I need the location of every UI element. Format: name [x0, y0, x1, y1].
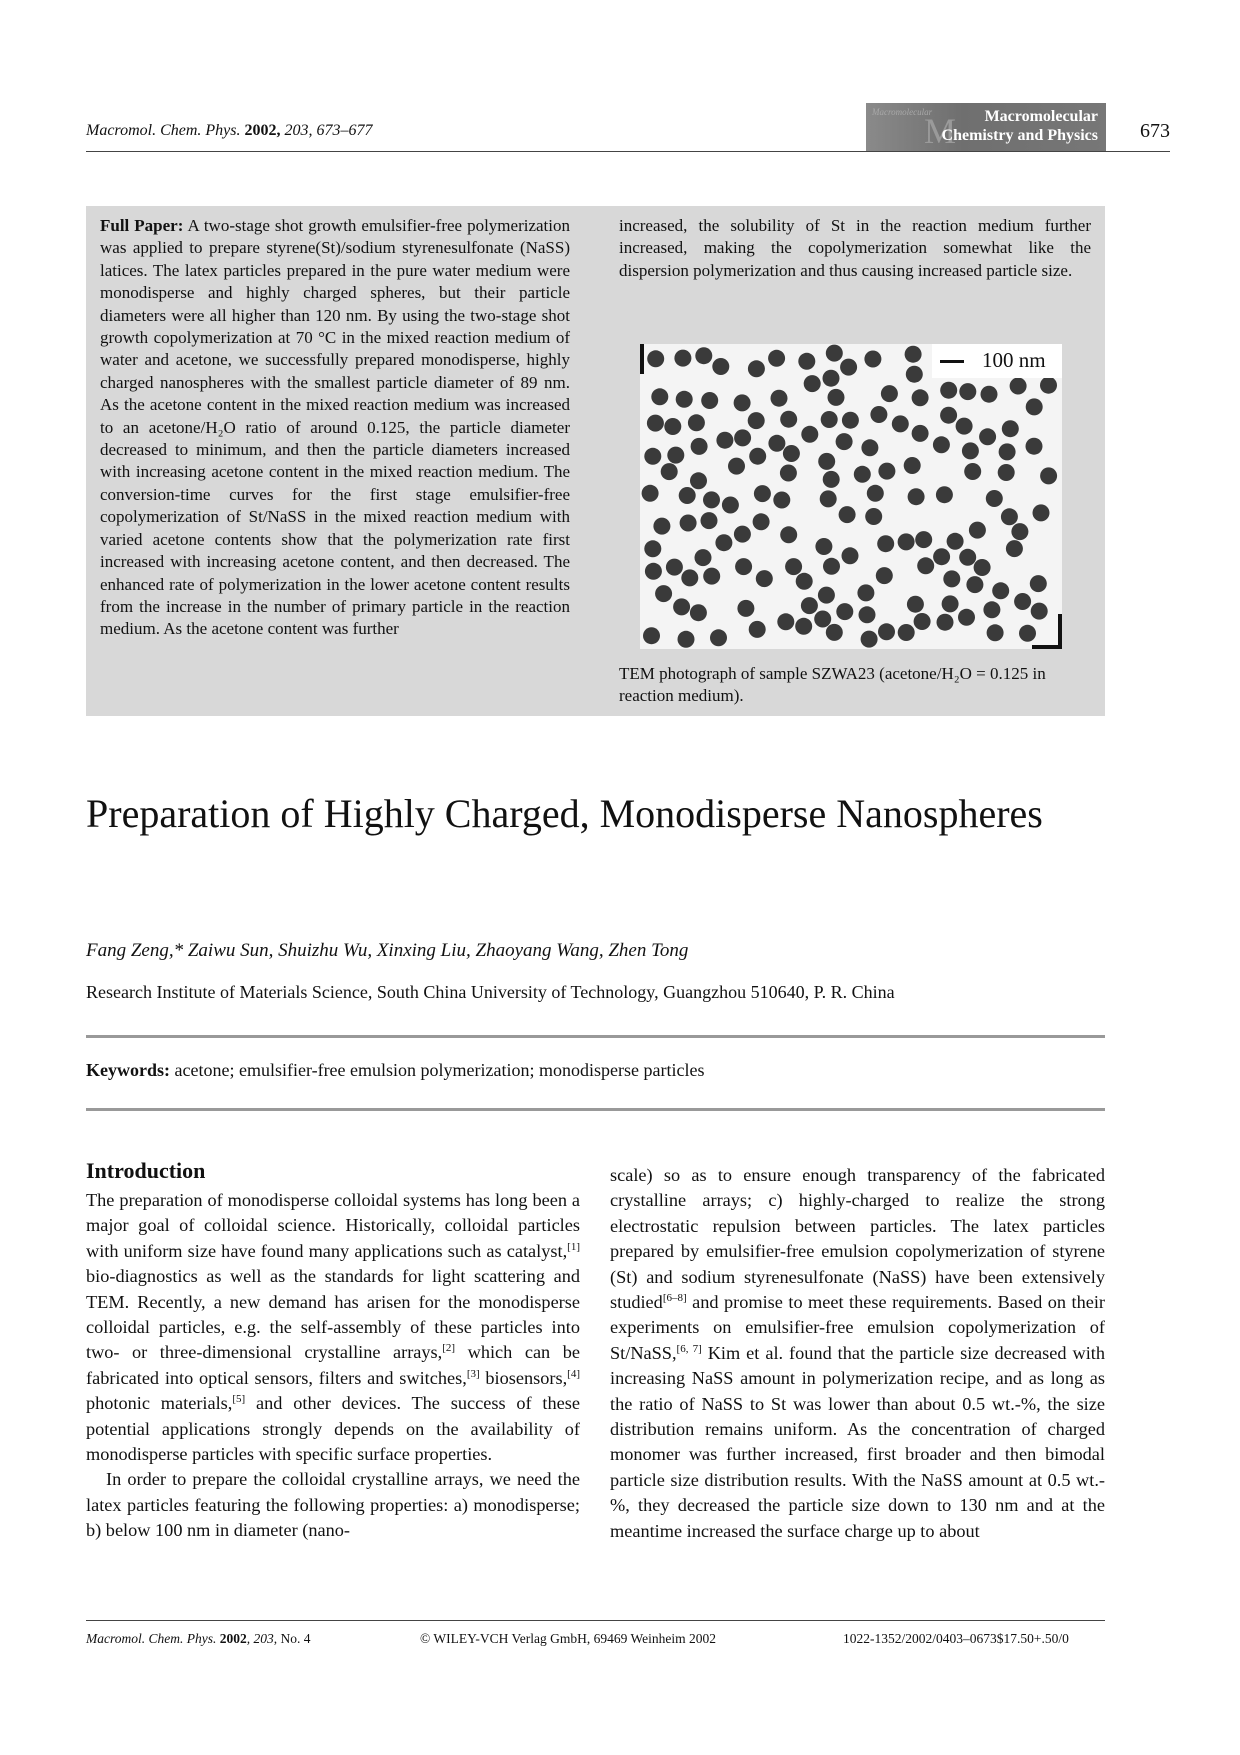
tem-photograph [640, 344, 1062, 649]
particle [716, 432, 733, 449]
particle [655, 585, 672, 602]
intro-p1-f: and other devices. The success of these potential applications strongly depends on the availability of monodisperse particles with specific surface properties. [86, 1393, 580, 1465]
particle [983, 601, 1000, 618]
particle [749, 621, 766, 638]
authors: Fang Zeng,* Zaiwu Sun, Shuizhu Wu, Xinxing Liu, Zhaoyang Wang, Zhen Tong [86, 940, 689, 961]
keywords-label: Keywords: [86, 1060, 170, 1080]
particle [842, 412, 859, 429]
particle [818, 587, 835, 604]
journal-pages: 673–677 [316, 122, 373, 139]
particle [768, 350, 785, 367]
particle [907, 596, 924, 613]
intro-p1-e: photonic materials, [86, 1393, 233, 1414]
particle [780, 411, 797, 428]
journal-name: Macromol. Chem. Phys. [86, 122, 241, 139]
particle [1019, 625, 1036, 642]
particle [749, 448, 766, 465]
particle [865, 508, 882, 525]
scale-bar-box [932, 344, 1062, 378]
particle [823, 370, 840, 387]
footer-volume: 203 [253, 1631, 274, 1646]
intro-right-c: Kim et al. found that the particle size decreased with increasing NaSS amount in polymerization recipe, and as long as the ratio of NaSS to St was lower than about 0.5 wt.-%, the size distribution remains uniform. As the concentration of charged monomer was further increased, first broader and then bimodal particle size distribution results. With the NaSS amount at 0.5 wt.-%, they decreased the particle size down to 130 nm and at the meantime increased the surface charge up to about [610, 1342, 1106, 1541]
particle [942, 595, 959, 612]
particle [666, 559, 683, 576]
journal-volume: 203, [284, 122, 313, 139]
particle [748, 360, 765, 377]
tem-frame-mark [1032, 645, 1062, 649]
keywords [86, 1060, 704, 1081]
particle [892, 415, 909, 432]
particle [959, 549, 976, 566]
particle [796, 573, 813, 590]
particle [840, 359, 857, 376]
particle [823, 558, 840, 575]
affiliation: Research Institute of Materials Science, South China University of Technology, Guangzhou 510640, P. R. China [86, 982, 895, 1002]
particle [735, 558, 752, 575]
particle [722, 497, 739, 514]
particle [870, 406, 887, 423]
ref-1: [1] [567, 1240, 580, 1253]
particle [676, 391, 693, 408]
intro-right-a: scale) so as to ensure enough transparency of the fabricated crystalline arrays; c) highly-charged to realize the strong electrostatic repulsion between particles. The latex particles prepared by emulsifier-free emulsion copolymerization of styrene (St) and sodium styrenesulfonate (NaSS) have been extensively studied [610, 1165, 1105, 1313]
particle [943, 570, 960, 587]
particle [969, 522, 986, 539]
particle [937, 614, 954, 631]
particle [906, 366, 923, 383]
particle [798, 353, 815, 370]
particle [940, 407, 957, 424]
particle [756, 570, 773, 587]
particle [876, 567, 893, 584]
tem-particles [640, 344, 1062, 649]
particle [940, 382, 957, 399]
particle [701, 512, 718, 529]
particle [690, 604, 707, 621]
particle [1031, 603, 1048, 620]
footer-citation: Macromol. Chem. Phys. 2002, 203, No. 4 [86, 1631, 311, 1646]
paper-title: Preparation of Highly Charged, Monodisperse Nanospheres [86, 791, 1043, 836]
logo-m-mark: M [924, 111, 957, 151]
logo-watermark-text: Macromolecular [872, 107, 933, 117]
particle [820, 490, 837, 507]
particle [881, 385, 898, 402]
particle [966, 576, 983, 593]
abstract-right-column: increased, the solubility of St in the reaction medium further increased, making the copolymerization somewhat like the dispersion polymerization and thus causing increased particle size. [619, 216, 1091, 280]
particle [801, 597, 818, 614]
particle [878, 463, 895, 480]
particle [917, 557, 934, 574]
logo-line-1: Macromolecular [984, 108, 1098, 125]
particle [773, 492, 790, 509]
particle [691, 438, 708, 455]
keywords-text: acetone; emulsifier-free emulsion polymerization; monodisperse particles [174, 1060, 705, 1080]
ref-2: [2] [442, 1342, 456, 1355]
particle [905, 346, 922, 363]
particle [690, 472, 707, 489]
footer-year: 2002 [219, 1631, 247, 1646]
footer-publisher: © WILEY-VCH Verlag GmbH, 69469 Weinheim 2002 [420, 1631, 717, 1646]
particle [912, 425, 929, 442]
intro-p1-c: which can be fabricated into optical sensors, filters and switches, [86, 1342, 580, 1388]
particle [777, 613, 794, 630]
particle [947, 533, 964, 550]
particle [754, 485, 771, 502]
particle [728, 458, 745, 475]
page-number: 673 [1140, 120, 1170, 142]
particle [818, 453, 835, 470]
ref-3: [3] [466, 1367, 480, 1380]
particle [861, 631, 878, 648]
particle [661, 463, 678, 480]
particle [979, 428, 996, 445]
particle [643, 627, 660, 644]
intro-p1-d: biosensors, [479, 1367, 568, 1388]
particle [836, 603, 853, 620]
particle [936, 486, 953, 503]
particle [878, 623, 895, 640]
particle [647, 350, 664, 367]
particle [877, 535, 894, 552]
particle [864, 351, 881, 368]
particle [815, 538, 832, 555]
intro-p1-a: The preparation of monodisperse colloidal systems has long been a major goal of colloidal science. Historically, colloidal particles with uniform size have found many applications such as catalyst, [86, 1190, 580, 1261]
particle [958, 609, 975, 626]
particle [674, 350, 691, 367]
particle [915, 531, 932, 548]
particle [653, 518, 670, 535]
particle [959, 383, 976, 400]
particle [678, 631, 695, 648]
particle [1001, 508, 1018, 525]
particle [780, 465, 797, 482]
particle [801, 426, 818, 443]
particle [956, 418, 973, 435]
particle [712, 358, 729, 375]
intro-p2: In order to prepare the colloidal crystalline arrays, we need the latex particles featuring the following properties: a) monodisperse; b) below 100 nm in diameter (nano- [86, 1469, 580, 1541]
ref-6-8: [6–8] [662, 1291, 687, 1304]
particle [986, 490, 1003, 507]
particle [771, 390, 788, 407]
particle [1002, 420, 1019, 437]
particle [1033, 504, 1050, 521]
particle [821, 411, 838, 428]
particle [715, 534, 732, 551]
particle [737, 600, 754, 617]
particle [898, 624, 915, 641]
intro-right-column [610, 1163, 1105, 1544]
particle [673, 598, 690, 615]
particle [933, 436, 950, 453]
particle [992, 582, 1009, 599]
particle [826, 345, 843, 362]
particle [854, 466, 871, 483]
particle [753, 513, 770, 530]
particle [1026, 438, 1043, 455]
particle [703, 491, 720, 508]
particle [664, 418, 681, 435]
particle [908, 488, 925, 505]
particle [651, 388, 668, 405]
footer-rule [86, 1620, 1105, 1621]
particle [795, 618, 812, 635]
particle [642, 485, 659, 502]
particle [987, 624, 1004, 641]
particle [1040, 377, 1057, 394]
particle [859, 606, 876, 623]
particle [703, 568, 720, 585]
header-rule [86, 151, 1170, 152]
particle [814, 611, 831, 628]
particle [681, 569, 698, 586]
particle [804, 375, 821, 392]
particle [1030, 575, 1047, 592]
particle [680, 515, 697, 532]
particle [734, 526, 751, 543]
intro-left-column [86, 1188, 580, 1544]
particle [861, 439, 878, 456]
particle [912, 389, 929, 406]
particle [695, 549, 712, 566]
figure-caption: TEM photograph of sample SZWA23 (acetone/H₂O = 0.125 in reaction medium). [619, 664, 1046, 705]
ref-6-7: [6, 7] [676, 1342, 702, 1355]
particle [823, 471, 840, 488]
particle [667, 447, 684, 464]
footer-journal: Macromol. Chem. Phys. [86, 1631, 217, 1646]
particle [688, 414, 705, 431]
particle [974, 559, 991, 576]
particle [904, 457, 921, 474]
particle [964, 463, 981, 480]
particle [645, 563, 662, 580]
journal-year: 2002, [244, 122, 281, 139]
particle [748, 412, 765, 429]
particle [962, 442, 979, 459]
particle [981, 386, 998, 403]
abstract-text-left: A two-stage shot growth emulsifier-free polymerization was applied to prepare styrene(St)/sodium styrenesulfonate (NaSS) latices. The latex particles prepared in the pure water medium were monodisperse and highly charged spheres, but their particle diameters were all higher than 120 nm. By using the two-stage shot growth copolymerization at 70 °C in the mixed reaction medium of water and acetone, we successfully prepared monodisperse, highly charged nanospheres with the smallest particle diameter of 89 nm. As the acetone content in the mixed reaction medium was increased to an acetone/H₂O ratio of around 0.125, the particle diameter decreased to minimum, and then the particle diameters increased with increasing acetone content in the mixed reaction medium. The conversion-time curves for the first stage emulsifier-free copolymerization of St/NaSS in the mixed reaction medium with varied acetone contents show that the polymerization rate first increased with increasing acetone content, and then decreased. The enhanced rate of polymerization in the lower acetone content results from the increase in the number of primary particle in the reaction medium. As the acetone content was further [100, 216, 571, 639]
particle [1006, 540, 1023, 557]
intro-p1-b: bio-diagnostics as well as the standards for light scattering and TEM. Recently, a new demand has arisen for the monodisperse colloidal particles, e.g. the self-assembly of these particles into two- or three-dimensional crystalline arrays, [86, 1266, 580, 1363]
particle [734, 394, 751, 411]
particle [933, 548, 950, 565]
particle [826, 624, 843, 641]
footer-code: 1022-1352/2002/0403–0673$17.50+.50/0 [843, 1631, 1069, 1646]
particle [998, 464, 1015, 481]
ref-4: [4] [567, 1367, 580, 1380]
particle [647, 415, 664, 432]
particle [867, 485, 884, 502]
scale-bar [940, 360, 964, 363]
particle [768, 435, 785, 452]
tem-frame-mark [1058, 614, 1062, 649]
journal-logo [866, 103, 1106, 151]
particle [914, 613, 931, 630]
running-header-citation [86, 122, 373, 140]
particle [734, 429, 751, 446]
particle [1011, 523, 1028, 540]
tem-frame-mark [640, 344, 644, 374]
particle [1014, 593, 1031, 610]
particle [644, 448, 661, 465]
particle [783, 445, 800, 462]
particle [679, 487, 696, 504]
logo-line-2: Chemistry and Physics [941, 127, 1098, 144]
particle [898, 533, 915, 550]
particle [828, 389, 845, 406]
particle [1010, 378, 1027, 395]
particle [1026, 398, 1043, 415]
particle [839, 506, 856, 523]
particle [701, 392, 718, 409]
section-heading-introduction: Introduction [86, 1158, 206, 1183]
intro-right-b: and promise to meet these requirements. Based on their experiments on emulsifier-free emulsion copolymerization of St/NaSS, [610, 1292, 1105, 1363]
abstract-label: Full Paper: [100, 216, 184, 235]
abstract-left-column [100, 215, 570, 641]
particle [785, 558, 802, 575]
ref-5: [5] [232, 1393, 246, 1406]
footer-issue: , No. 4 [273, 1631, 311, 1646]
particle [1040, 467, 1057, 484]
particle [836, 433, 853, 450]
particle [644, 540, 661, 557]
particle [857, 584, 874, 601]
keywords-rule-bottom [86, 1108, 1105, 1111]
keywords-rule-top [86, 1035, 1105, 1038]
particle [842, 547, 859, 564]
particle [695, 347, 712, 364]
scale-bar-label: 100 nm [982, 348, 1046, 372]
particle [710, 629, 727, 646]
particle [999, 443, 1016, 460]
particle [780, 526, 797, 543]
